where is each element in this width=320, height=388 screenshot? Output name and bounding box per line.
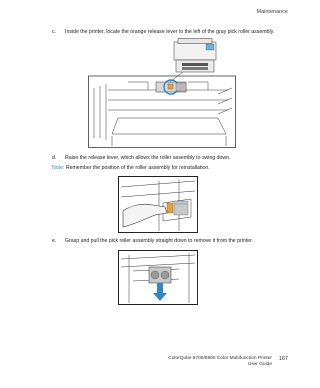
step-e (52, 238, 253, 245)
down-arrow-icon (153, 283, 167, 301)
release-lever (167, 203, 173, 213)
step-letter: c. (52, 29, 57, 35)
step-c (52, 29, 274, 36)
step-text: Raise the release lever, which allows the roller assembly to swing down. (65, 155, 231, 161)
note-label: Note: (52, 165, 65, 171)
inset-printer-drawing (170, 39, 216, 83)
step-text: Grasp and pull the pick roller assembly straight down to remove it from the printer. (65, 238, 253, 244)
footer-product: ColorQube 8700/8900 Color Multifunction Printer (168, 356, 272, 361)
figure-raise-lever (118, 176, 198, 233)
pick-roller-assembly (176, 83, 186, 91)
pick-roller-assembly (174, 201, 188, 215)
footer-text (168, 356, 272, 368)
hand-drawing (123, 204, 167, 227)
step-d (52, 155, 231, 162)
raise-lever-illustration (119, 177, 197, 232)
page-number: 167 (278, 356, 288, 362)
step-letter: e. (52, 238, 57, 244)
release-lever (168, 84, 173, 89)
note (52, 165, 210, 171)
figure-remove-roller (118, 250, 198, 305)
step-text: Inside the printer, locate the orange release lever to the left of the gray pick roller assembly. (65, 29, 275, 35)
remove-roller-illustration (119, 251, 197, 304)
section-header: Maintenance (256, 9, 288, 15)
note-text: Remember the position of the roller assembly for reinstallation. (65, 165, 210, 171)
printer-interior-illustration (88, 38, 236, 148)
step-letter: d. (52, 155, 57, 161)
figure-printer-interior (88, 38, 236, 148)
footer-guide: User Guide (247, 362, 272, 367)
